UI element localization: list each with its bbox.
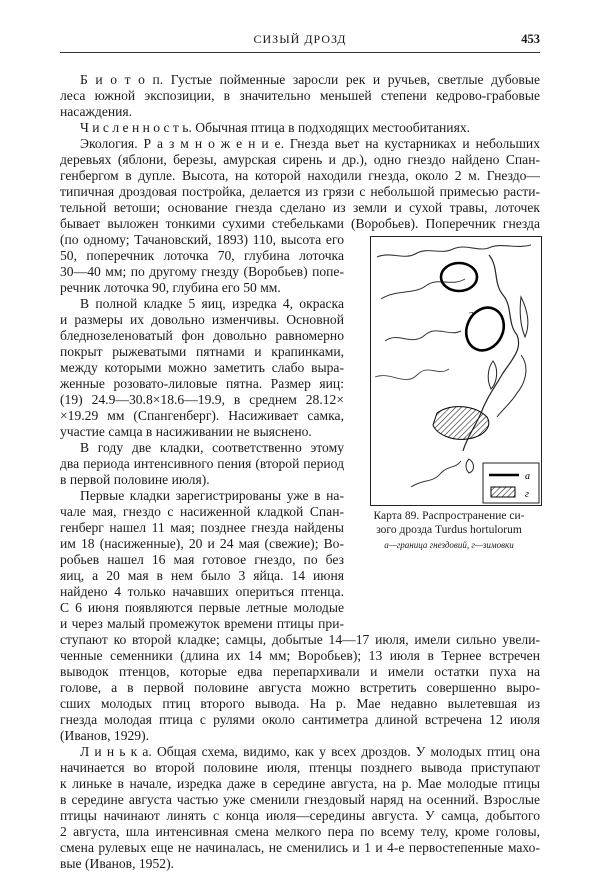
text-line: 30—40 мм; по другому гнезду (Воробьев) попе- bbox=[60, 264, 344, 279]
text-line: 2 августа, шла интенсивная смена мелкого пера по всему телу, кроме головы, bbox=[60, 824, 540, 839]
map-caption-line: Карта 89. Распространение си- bbox=[373, 510, 525, 522]
text-line: гнезда молодая птица с рулями около сантиметра длиной встречена 12 июля bbox=[60, 712, 540, 727]
text-line: смена рулевых еще не начиналась, не сменились и 1 и 4-е первостепенные махо- bbox=[60, 840, 540, 855]
text-line: Первые кладки зарегистрированы уже в на- bbox=[80, 488, 344, 503]
text-line: типичная дроздовая постройка, делается из грязи с небольшой примесью расти- bbox=[60, 184, 540, 199]
page-number: 453 bbox=[521, 32, 540, 46]
text-line: (19) 24.9—30.8×18.6—19.9, в среднем 28.12× bbox=[60, 392, 344, 407]
text-line: в середине августа частью уже сменили гнездовый наряд на осенний. Взрослые bbox=[60, 792, 540, 807]
text-line: чале мая, гнездо с насиженной кладкой Спан- bbox=[60, 504, 344, 519]
text-line: 50, поперечник лоточка 70, глубина лоточка bbox=[60, 248, 344, 263]
text-line: речник лоточка 90, глубина его 50 мм. bbox=[60, 280, 281, 295]
text-line: Экология. Р а з м н о ж е н и е. Гнезда вьет на кустарниках и небольших bbox=[80, 136, 540, 151]
text-line: леса южной экспозиции, в значительно меньшей степени кедрово-грабовые bbox=[60, 88, 540, 103]
running-header bbox=[60, 32, 540, 52]
text-line: В полной кладке 5 яиц, изредка 4, окраска bbox=[80, 296, 344, 311]
uncertain-mark: ? bbox=[469, 310, 474, 322]
text-line: генбергом в дупле. Высота, на которой находили гнезда, около 2 м. Гнездо— bbox=[60, 168, 540, 183]
legend-wintering-swatch bbox=[491, 487, 515, 497]
text-line: женные розовато-лиловые пятна. Размер яиц: bbox=[60, 376, 344, 391]
island bbox=[466, 459, 474, 473]
text-line: бледнозеленоватый фон довольно равномерно bbox=[60, 328, 344, 343]
island bbox=[497, 355, 526, 417]
text-line: яиц, а 20 мая в нем было 3 яйца. 14 июня bbox=[60, 568, 344, 583]
text-line: выводок птенцов, которые едва перепархивали и имели остатки пуха на bbox=[60, 664, 540, 679]
text-line: ченные семенники (длина их 14 мм; Воробьев); 13 июля в Тернее встречен bbox=[60, 648, 540, 663]
text-line: в первой половине июля). bbox=[60, 472, 210, 487]
text-line: насаждения. bbox=[60, 104, 133, 119]
wintering-area bbox=[433, 407, 489, 440]
text-line: найдено 4 только начавших опериться птенца. bbox=[60, 584, 344, 599]
text-line: тельной ветоши; основание гнезда сделано из земли и сухой травы, лоточек bbox=[60, 200, 540, 215]
text-line: генберг нашел 11 мая; позднее гнезда найдены bbox=[60, 520, 344, 535]
map-caption-line: зого дрозда Turdus hortulorum bbox=[376, 524, 522, 536]
text-line: сших молодых птиц второго вывода. На р. Мае недавно вылетевшая из bbox=[60, 696, 540, 711]
range-map-drawing bbox=[371, 237, 541, 505]
text-line: участие самца в насиживании не выяснено. bbox=[60, 424, 312, 439]
text-line: ступают ко второй кладке; самцы, добытые 14—17 июля, имели сильно увели- bbox=[60, 632, 540, 647]
text-line: и размеры их довольно изменчивы. Основной bbox=[60, 312, 344, 327]
text-line: робьев нашел 16 мая готовое гнездо, по без bbox=[60, 552, 344, 567]
text-line: деревьях (яблони, березы, амурская сирень и др.), одно гнездо найдено Спан- bbox=[60, 152, 540, 167]
range-map bbox=[370, 236, 542, 506]
text-line: между которыми можно заметить слабо выра- bbox=[60, 360, 344, 375]
text-line: (по одному; Тачановский, 1893) 110, высота его bbox=[60, 232, 344, 247]
map-caption-legend: а—граница гнездовий, г—зимовки bbox=[384, 540, 514, 550]
text-line: вые (Иванов, 1952). bbox=[60, 856, 175, 871]
text-line: ×19.29 мм (Спангенберг). Насиживает самка, bbox=[60, 408, 344, 423]
coastline bbox=[377, 245, 531, 257]
legend-label-g: г bbox=[525, 489, 529, 500]
text-line: птицы начинают линять с конца июля—середины августа. У самца, добытого bbox=[60, 808, 540, 823]
text-line: им 18 (насиженные), 20 и 24 мая (свежие); Во- bbox=[60, 536, 344, 551]
river bbox=[375, 369, 449, 380]
coastline bbox=[411, 461, 461, 487]
text-line: Л и н ь к а. Общая схема, видимо, как у всех дроздов. У молодых птиц она bbox=[80, 744, 540, 759]
header-rule bbox=[60, 52, 540, 53]
text-line: и через малый промежуток времени птицы при- bbox=[60, 616, 344, 631]
text-line: Ч и с л е н н о с т ь. Обычная птица в подходящих местообитаниях. bbox=[80, 120, 471, 135]
text-line: бывает выложен тонкими сухими стебельками (Воробьев). Поперечник гнезда bbox=[60, 216, 540, 231]
text-line: начинается во второй половине июля, птенцы позднего вывода приступают bbox=[60, 760, 540, 775]
text-line: два периода интенсивного пения (второй период bbox=[60, 456, 344, 471]
island bbox=[520, 297, 528, 337]
text-line: к линьке в начале, изредка даже в середине августа, на р. Мае молодые птицы bbox=[60, 776, 540, 791]
running-title: СИЗЫЙ ДРОЗД bbox=[253, 32, 347, 46]
text-line: С 6 июня появляются первые летные молодые bbox=[60, 600, 344, 615]
text-line: Б и о т о п. Густые пойменные заросли рек и ручьев, светлые дубовые bbox=[80, 72, 540, 87]
text-line: голове, а в первой половине августа можно встретить совершенно выро- bbox=[60, 680, 540, 695]
text-line: (Иванов, 1929). bbox=[60, 728, 150, 743]
breeding-range-south bbox=[459, 301, 510, 356]
legend-label-a: а bbox=[525, 471, 530, 482]
text-line: покрыт рыжеватыми пятнами и крапинками, bbox=[60, 344, 344, 359]
breeding-range-north bbox=[441, 263, 477, 291]
coastline bbox=[385, 331, 461, 341]
text-line: В году две кладки, соответственно этому bbox=[80, 440, 344, 455]
